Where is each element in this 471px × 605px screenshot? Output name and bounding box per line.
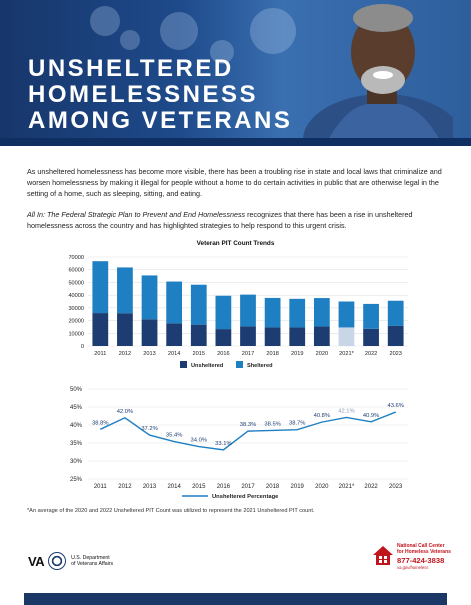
- bar-chart-title: Veteran PIT Count Trends: [196, 240, 275, 247]
- data-label: 40.9%: [362, 412, 380, 419]
- strategy-paragraph: [27, 209, 447, 231]
- y-tick-label: 30%: [69, 459, 82, 465]
- bar-sheltered: [142, 275, 158, 319]
- x-tick-label: 2023: [389, 351, 402, 357]
- bokeh-decoration: [90, 6, 120, 36]
- bar-sheltered: [289, 299, 305, 328]
- y-tick-label: 10000: [68, 331, 84, 338]
- y-tick-label: 0: [80, 344, 84, 350]
- bar-sheltered: [339, 302, 355, 328]
- title-line: UNSHELTERED: [28, 55, 234, 82]
- bar-unsheltered: [363, 329, 379, 346]
- bar-sheltered: [166, 282, 182, 324]
- bar-unsheltered: [191, 325, 207, 346]
- data-label: 34.0%: [190, 437, 207, 444]
- y-tick-label: 30000: [68, 305, 84, 312]
- bokeh-decoration: [120, 30, 140, 50]
- va-logo: [28, 550, 113, 572]
- legend-label-line: Unsheltered Percentage: [212, 494, 279, 500]
- x-tick-label: 2013: [142, 484, 157, 490]
- data-label: 38.3%: [239, 422, 257, 429]
- y-tick-label: 40000: [68, 293, 84, 300]
- intro-paragraph: As unsheltered homelessness has become more visible, there has been a troubling rise in state and local laws that criminalize and worsen homelessness by making it illegal for people without a home to do certain activities in public that are otherwise legal in the setting of a home, such as sleeping, sitting, and eating.: [27, 167, 442, 198]
- va-mark: VA: [28, 553, 45, 569]
- y-tick-label: 50%: [69, 387, 82, 393]
- x-tick-label: 2019: [291, 351, 304, 357]
- x-tick-label: 2022: [364, 351, 378, 357]
- va-seal-icon: [48, 552, 66, 570]
- bar-sheltered: [216, 296, 232, 329]
- x-tick-label: 2013: [143, 351, 156, 357]
- house-icon: [372, 544, 394, 566]
- data-label: 40.8%: [313, 413, 331, 420]
- bar-unsheltered: [166, 323, 182, 346]
- x-tick-label: 2023: [389, 484, 403, 490]
- bar-unsheltered: [142, 319, 158, 346]
- legend-swatch-sheltered: [236, 361, 243, 368]
- bar-chart: [0, 250, 471, 376]
- hero-banner: [0, 0, 471, 138]
- x-tick-label: 2014: [167, 351, 181, 357]
- y-tick-label: 60000: [68, 267, 84, 274]
- bar-unsheltered: [289, 327, 305, 346]
- hotline-name: National Call Center: [397, 543, 445, 549]
- data-label: 33.1%: [215, 440, 232, 447]
- department-name: [71, 555, 113, 567]
- footer-bar: [24, 593, 447, 605]
- bar-sheltered: [314, 298, 330, 326]
- hotline-logo: [372, 544, 451, 570]
- bar-unsheltered: [339, 327, 355, 346]
- data-label: 37.2%: [141, 426, 158, 433]
- bar-unsheltered: [216, 329, 232, 346]
- title-line: AMONG VETERANS: [28, 107, 293, 134]
- hotline-website: va.gov/homeless: [397, 565, 429, 571]
- bar-sheltered: [191, 285, 207, 325]
- hotline-name: for Homeless Veterans: [397, 548, 451, 555]
- y-tick-label: 25%: [69, 477, 82, 483]
- line-chart: [0, 380, 471, 504]
- bar-unsheltered: [265, 327, 281, 346]
- bar-unsheltered: [388, 326, 404, 346]
- x-tick-label: 2012: [118, 351, 132, 357]
- data-label: 43.6%: [387, 403, 404, 410]
- x-tick-label: 2011: [93, 484, 107, 490]
- data-label: 42.1%: [338, 408, 355, 415]
- bar-unsheltered: [240, 326, 256, 346]
- x-tick-label: 2020: [315, 484, 329, 490]
- bar-sheltered: [240, 295, 256, 327]
- data-label: 35.4%: [165, 432, 183, 439]
- x-tick-label: 2021*: [339, 351, 354, 357]
- y-tick-label: 70000: [68, 255, 84, 261]
- data-label: 38.8%: [92, 420, 109, 427]
- x-tick-label: 2014: [167, 484, 181, 490]
- y-tick-label: 50000: [68, 280, 84, 287]
- x-tick-label: 2011: [94, 351, 107, 357]
- x-tick-label: 2021*: [338, 484, 355, 490]
- bar-sheltered: [92, 261, 108, 313]
- page-title: [28, 56, 292, 134]
- x-tick-label: 2017: [241, 351, 255, 357]
- x-tick-label: 2016: [217, 351, 230, 357]
- bar-unsheltered: [92, 313, 108, 346]
- x-tick-label: 2018: [266, 351, 279, 357]
- plan-title: All In: The Federal Strategic Plan to Prevent and End Homelessness: [27, 210, 246, 219]
- data-label: 42.0%: [116, 408, 134, 415]
- bokeh-decoration: [160, 12, 198, 50]
- legend-swatch-unsheltered: [180, 361, 187, 368]
- x-tick-label: 2017: [241, 484, 255, 490]
- legend-label-unsheltered: Unsheltered: [191, 363, 224, 369]
- x-tick-label: 2015: [192, 351, 205, 357]
- bar-unsheltered: [117, 313, 133, 346]
- bar-unsheltered: [314, 327, 330, 346]
- hotline-number: 877-424-3838: [397, 556, 445, 566]
- y-tick-label: 35%: [69, 441, 82, 447]
- y-tick-label: 40%: [69, 423, 82, 429]
- bokeh-decoration: [250, 8, 296, 54]
- data-label: 38.5%: [264, 421, 281, 428]
- dept-line: U.S. Department: [71, 554, 110, 561]
- x-tick-label: 2022: [364, 484, 378, 490]
- legend-label-sheltered: Sheltered: [247, 363, 273, 369]
- bar-sheltered: [265, 298, 281, 327]
- x-tick-label: 2018: [265, 484, 280, 490]
- x-tick-label: 2012: [118, 484, 132, 490]
- footnote: *An average of the 2020 and 2022 Unsheltered PIT Count was utilized to represent the 2021 Unsheltered PIT count.: [27, 508, 315, 514]
- x-tick-label: 2019: [290, 484, 304, 490]
- bar-sheltered: [363, 304, 379, 329]
- bar-sheltered: [117, 267, 133, 313]
- strategy-text: recognizes that there has been a rise in unsheltered homelessness across the country and has highlighted strategies to help respond to this urgent crisis.: [27, 210, 413, 230]
- title-line: HOMELESSNESS: [28, 81, 259, 108]
- x-tick-label: 2020: [315, 351, 329, 357]
- veteran-photo: [303, 0, 453, 138]
- dept-line: of Veterans Affairs: [71, 561, 114, 567]
- bar-sheltered: [388, 301, 404, 326]
- y-tick-label: 20000: [68, 318, 84, 325]
- y-tick-label: 45%: [69, 405, 82, 411]
- x-tick-label: 2015: [192, 484, 206, 490]
- x-tick-label: 2016: [216, 484, 231, 490]
- data-label: 38.7%: [289, 420, 306, 427]
- hero-bottom-band: [0, 138, 471, 146]
